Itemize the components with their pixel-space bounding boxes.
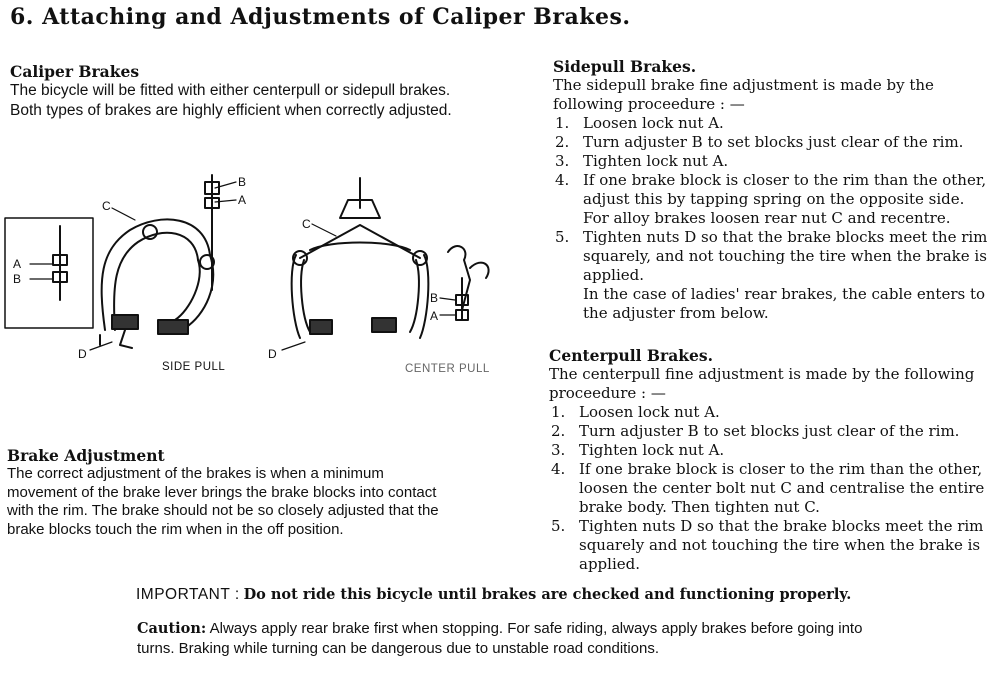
important-notice — [136, 586, 851, 604]
caution-text: Always apply rear brake first when stopping. For safe riding, always apply brakes before going into turns. Braking while turning can be dangerous due to unstable road conditions. — [137, 620, 863, 657]
caution-notice — [137, 619, 877, 659]
list-item: 5. Tighten nuts D so that the brake blocks meet the rim squarely, and not touching the tire when the brake is applied. — [555, 228, 988, 284]
important-message: Do not ride this bicycle until brakes are checked and functioning properly. — [243, 586, 852, 603]
page-title: 6. Attaching and Adjustments of Caliper Brakes. — [10, 4, 631, 30]
side-pull-label-a: A — [238, 193, 247, 207]
brake-adjustment-text: The correct adjustment of the brakes is when a minimum movement of the brake lever brings the brake blocks into contact with the rim. The brake should not be so closely adjusted that the brake blocks touch the rim when in the off position. — [7, 465, 439, 538]
centerpull-section — [549, 346, 989, 574]
center-pull-label-b: B — [430, 291, 439, 305]
brake-adjustment-heading: Brake Adjustment — [7, 446, 165, 465]
list-item: 3. Tighten lock nut A. — [555, 152, 729, 170]
side-pull-label-c: C — [102, 199, 111, 213]
list-item: 4. If one brake block is closer to the rim than the other, loosen the center bolt nut C and centralise the entire brake body. Then tighten nut C. — [551, 460, 985, 516]
sidepull-heading: Sidepull Brakes. — [553, 57, 697, 76]
centerpull-intro: The centerpull fine adjustment is made by the following proceedure : — — [549, 365, 975, 402]
caution-label: Caution: — [137, 620, 207, 637]
list-item: 1. Loosen lock nut A. — [551, 403, 720, 421]
sidepull-section — [553, 57, 993, 323]
sidepull-steps — [553, 114, 993, 285]
sidepull-intro: The sidepull brake fine adjustment is made by the following proceedure : — — [553, 76, 934, 113]
list-item: 5. Tighten nuts D so that the brake blocks meet the rim squarely and not touching the tire when the brake is applied. — [551, 517, 984, 573]
side-pull-caption: SIDE PULL — [162, 361, 226, 373]
centerpull-steps — [549, 403, 989, 574]
side-pull-label-b: B — [238, 175, 247, 189]
list-item: 2. Turn adjuster B to set blocks just clear of the rim. — [555, 133, 964, 151]
center-pull-label-d: D — [268, 347, 277, 361]
list-item: 3. Tighten lock nut A. — [551, 441, 725, 459]
center-pull-label-a: A — [430, 309, 439, 323]
important-lead: IMPORTANT : — [136, 586, 240, 603]
caliper-brakes-heading: Caliper Brakes — [10, 62, 140, 81]
center-pull-label-c: C — [302, 217, 311, 231]
list-item: 1. Loosen lock nut A. — [555, 114, 724, 132]
inset-label-b: B — [13, 272, 22, 286]
inset-label-a: A — [13, 257, 22, 271]
list-item: 2. Turn adjuster B to set blocks just clear of the rim. — [551, 422, 960, 440]
caliper-brakes-text: The bicycle will be fitted with either centerpull or sidepull brakes. Both types of brakes are highly efficient when correctly adjusted. — [10, 82, 452, 119]
center-pull-brake-drawing — [282, 178, 489, 350]
sidepull-note: In the case of ladies' rear brakes, the cable enters to the adjuster from below. — [583, 285, 986, 322]
center-pull-caption: CENTER PULL — [405, 363, 490, 375]
caliper-brakes-illustration — [0, 160, 520, 380]
caliper-brakes-section — [10, 62, 458, 121]
side-pull-label-d: D — [78, 347, 87, 361]
centerpull-heading: Centerpull Brakes. — [549, 346, 713, 365]
list-item: 4. If one brake block is closer to the rim than the other, adjust this by tapping spring on the opposite side. For alloy brakes loosen rear nut C and recentre. — [555, 171, 987, 227]
side-pull-brake-drawing — [90, 175, 236, 350]
brake-adjustment-section — [7, 446, 452, 539]
